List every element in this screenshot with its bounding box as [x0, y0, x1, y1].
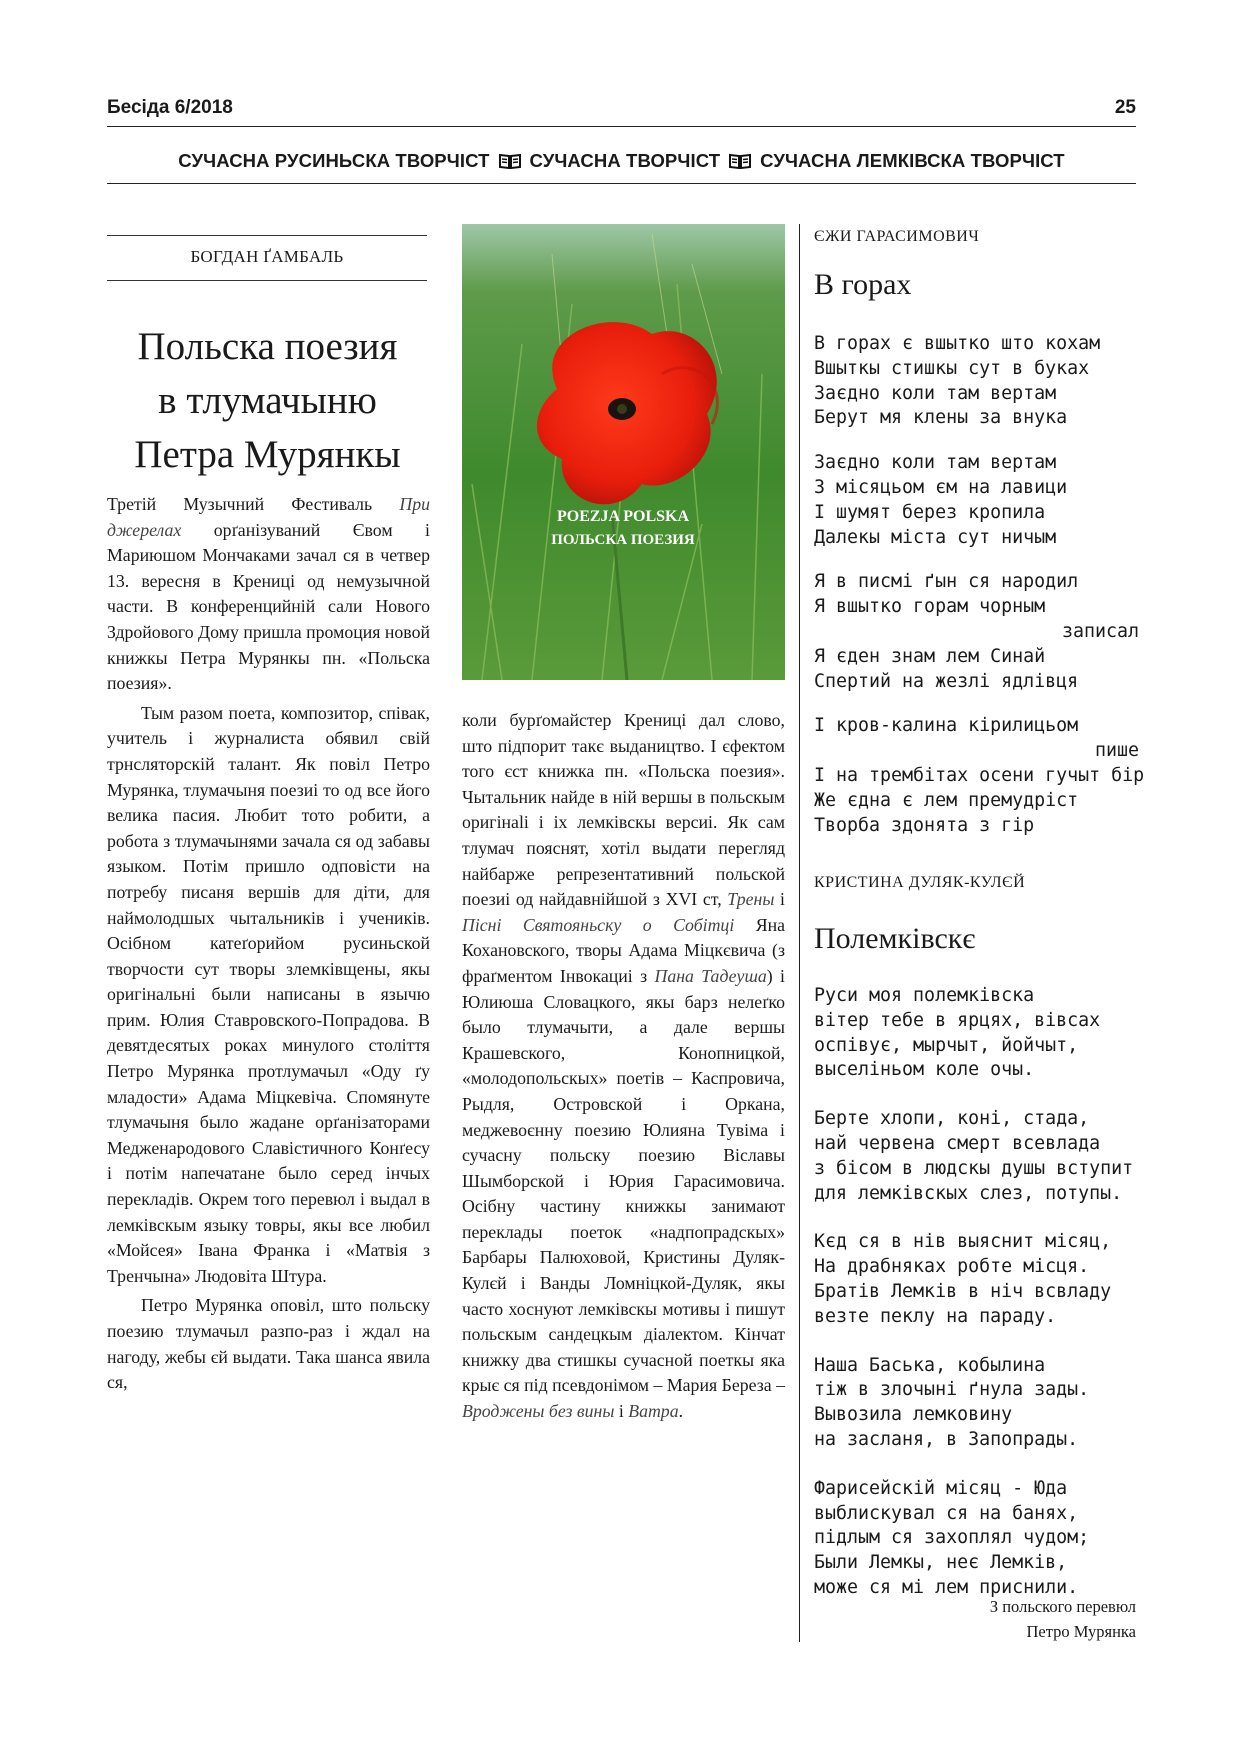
work-title: Трены	[727, 889, 775, 910]
page-number: 25	[1114, 97, 1136, 118]
header-rule-bottom	[107, 183, 1136, 184]
open-book-icon	[499, 153, 521, 168]
stanza: В горах є вшытко што кохам Вшыткы стишкы сут в буках Заєдно коли там вертам Берут мя клены за внука	[814, 333, 1101, 429]
paragraph: Тым разом поета, композитор, співак, учитель і журналиста обявил свій трнсляторскій талант. Як повіл Петро Мурянка, тлумачыня поезиі то од все його велика пасия. Любит тото робити, а робота з тлумачынями зачала ся од забавы языком. Потім пришло одповісти на потребу писаня вершів для діти, для наймолодшых чытальників і учеників. Осібном катеґорийом русиньской творчости сут творы злемківщены, якы оригінальні были написаны в язычю прим. Юлия Ставровского-Попрадова. В девятдесятых роках минулого століття Петро Мурянка протлумачыл «Оду ґу младости» Адама Міцкевіча. Спомянуте тлумачыня было жадане орґанізаторами Медженародового Славістичного Конґесу і потім напечатане было серед інчых перекладів. Окрем того перевюл і выдал в лемківскым языку товры, якы все любил «Мойсея» Івана Франка і «Матвія з Тренчына» Людовіта Штура.	[107, 702, 430, 1286]
article-title-line: в тлумачыню	[158, 379, 377, 422]
issue-label: Бесіда 6/2018	[107, 97, 233, 118]
article-title-line: Польска поезия	[137, 325, 398, 368]
festival-name: При джерелах	[107, 494, 430, 540]
banner-item-rusyn: СУЧАСНА РУСИНЬСКА ТВОРЧІСТ	[178, 150, 490, 171]
stanza: Наша Баська, кобылина тіж в злочыні ґнула зады. Вывозила лемковину на засланя, в Запопрады.	[814, 1354, 1090, 1450]
article-title-line: Петра Мурянкы	[134, 433, 401, 476]
stanza: І кров-калина кірилицьом пише І на трембітах осени гучыт бір Же єдна є лем премудріст Творба здонята з гір	[814, 715, 1145, 836]
header-rule-top	[107, 126, 1136, 127]
poem-text	[814, 984, 1139, 1625]
article-column-2	[462, 708, 785, 1425]
author-rule-top	[107, 235, 427, 236]
banner-item-lemko: СУЧАСНА ЛЕМКІВСКА ТВОРЧІСТ	[760, 150, 1065, 171]
paragraph: коли бурґомайстер Крениці дал слово, што підпорит такє выдаництво. І єфектом того єст книжка пн. «Польска поезия». Чытальник найде в ній вершы в польскым оригінalі і іх лемківскы версиі. Як сам тлумач пояснят, хотіл выдати перегляд найбарже репрезентативний польской поезиі од найдавнійшой з XVI ст, Трены і Пісні Святояньску о Собітці Яна Кохановского, творы Адама Міцкєвича (з фраґментом Інвокациі з Пана Тадеуша) і Юлиюша Словацкого, якы барз нелеґко было тлумачыти, а дале вершы Крашевского, Конопницкой, «молодопольскых» поетів – Каспровича, Рыдля, Островской і Оркана, меджевоєнну поезию Юлияна Тувіма і сучасну польску поезию Віславы Шымборской і Юрия Гарасимовича. Осібну частину книжкы занимают переклады поеток «надпопрадскых» Барбары Палюховой, Кристины Дуляк-Кулєй і Ванды Ломніцкой-Дуляк, якы часто хоснуют лемківскы мотивы і пишут польскым сандецкым діалектом. Кінчат книжку два стишкы сучасной поеткы яка крыє ся під псевдонімом – Мария Береза – Вроджены без вины і Ватра.	[462, 710, 785, 1422]
poem-author: ЄЖИ ГАРАСИМОВИЧ	[814, 228, 980, 245]
banner-item-general: СУЧАСНА ТВОРЧІСТ	[529, 150, 721, 171]
work-title: Вроджены без вины	[462, 1401, 615, 1422]
book-cover	[462, 224, 785, 680]
stanza: Я в писмі ґын ся народил Я вшытко горам чорным записал Я єден знам лем Синай Спертий на жезлі ядлівця	[814, 571, 1139, 692]
stanza: Берте хлопи, коні, стада, най червена смерт всевлада з бісом в людскы душы вступит для лемківскых слез, потупы.	[814, 1108, 1134, 1204]
column-separator	[799, 224, 800, 1642]
stanza: Руси моя полемківска вітер тебе в ярцях, вівсах оспівує, мырчыт, йойчыт, выселіньом коле очы.	[814, 985, 1101, 1081]
cover-title-rusyn: ПОЛЬСКА ПОЕЗИЯ	[551, 532, 695, 548]
author-rule-bottom	[107, 280, 427, 281]
poem-title: В горах	[814, 268, 912, 301]
paragraph: Петро Мурянка оповіл, што польску поезию тлумачыл разпо-раз і ждал на нагоду, жебы єй выдати. Така шанса явила ся,	[107, 1295, 430, 1393]
paragraph: Третій Музычний Фестиваль При джерелах орґанізуваний Євом і Мариюшом Мончаками зачал ся в четвер 13. вересня в Крениці од немузычной части. В конференцийній сали Нового Здройового Дому пришла промоция новой книжкы Петра Мурянкы пн. «Польска поезия».	[107, 494, 430, 694]
article-column-1	[107, 492, 430, 1396]
open-book-icon	[729, 153, 751, 168]
translator-credit: З польского перевюл Петро Мурянка	[989, 1597, 1136, 1641]
article-title	[100, 320, 435, 482]
poem-title: Полемківскє	[814, 922, 976, 955]
stanza: Заєдно коли там вертам З місяцьом єм на лавици І шумят берез кропила Далекы міста сут ничым	[814, 452, 1068, 548]
article-author: БОГДАН ҐАМБАЛЬ	[190, 247, 344, 266]
poem-author: КРИСТИНА ДУЛЯК-КУЛЄЙ	[814, 874, 1026, 891]
poem-text	[814, 332, 1145, 858]
cover-title-polish: POEZJA POLSKA	[556, 508, 690, 525]
stanza: Кєд ся в нів выяснит місяц, На драбняках робте місця. Братів Лемків в ніч всвладу везте пеклу на параду.	[814, 1231, 1112, 1327]
work-title: Пана Тадеуша	[654, 965, 767, 986]
work-title: Ватра	[628, 1401, 679, 1422]
section-banner	[107, 150, 1136, 172]
stanza: Фарисейскій місяц - Юда выблискувал ся на банях, підлым ся захоплял чудом; Были Лемкы, неє Лемків, може ся мі лем приснили.	[814, 1477, 1090, 1598]
red-poppy-photo	[462, 224, 785, 680]
work-title: Пісні Святояньску о Собітці	[462, 914, 735, 935]
